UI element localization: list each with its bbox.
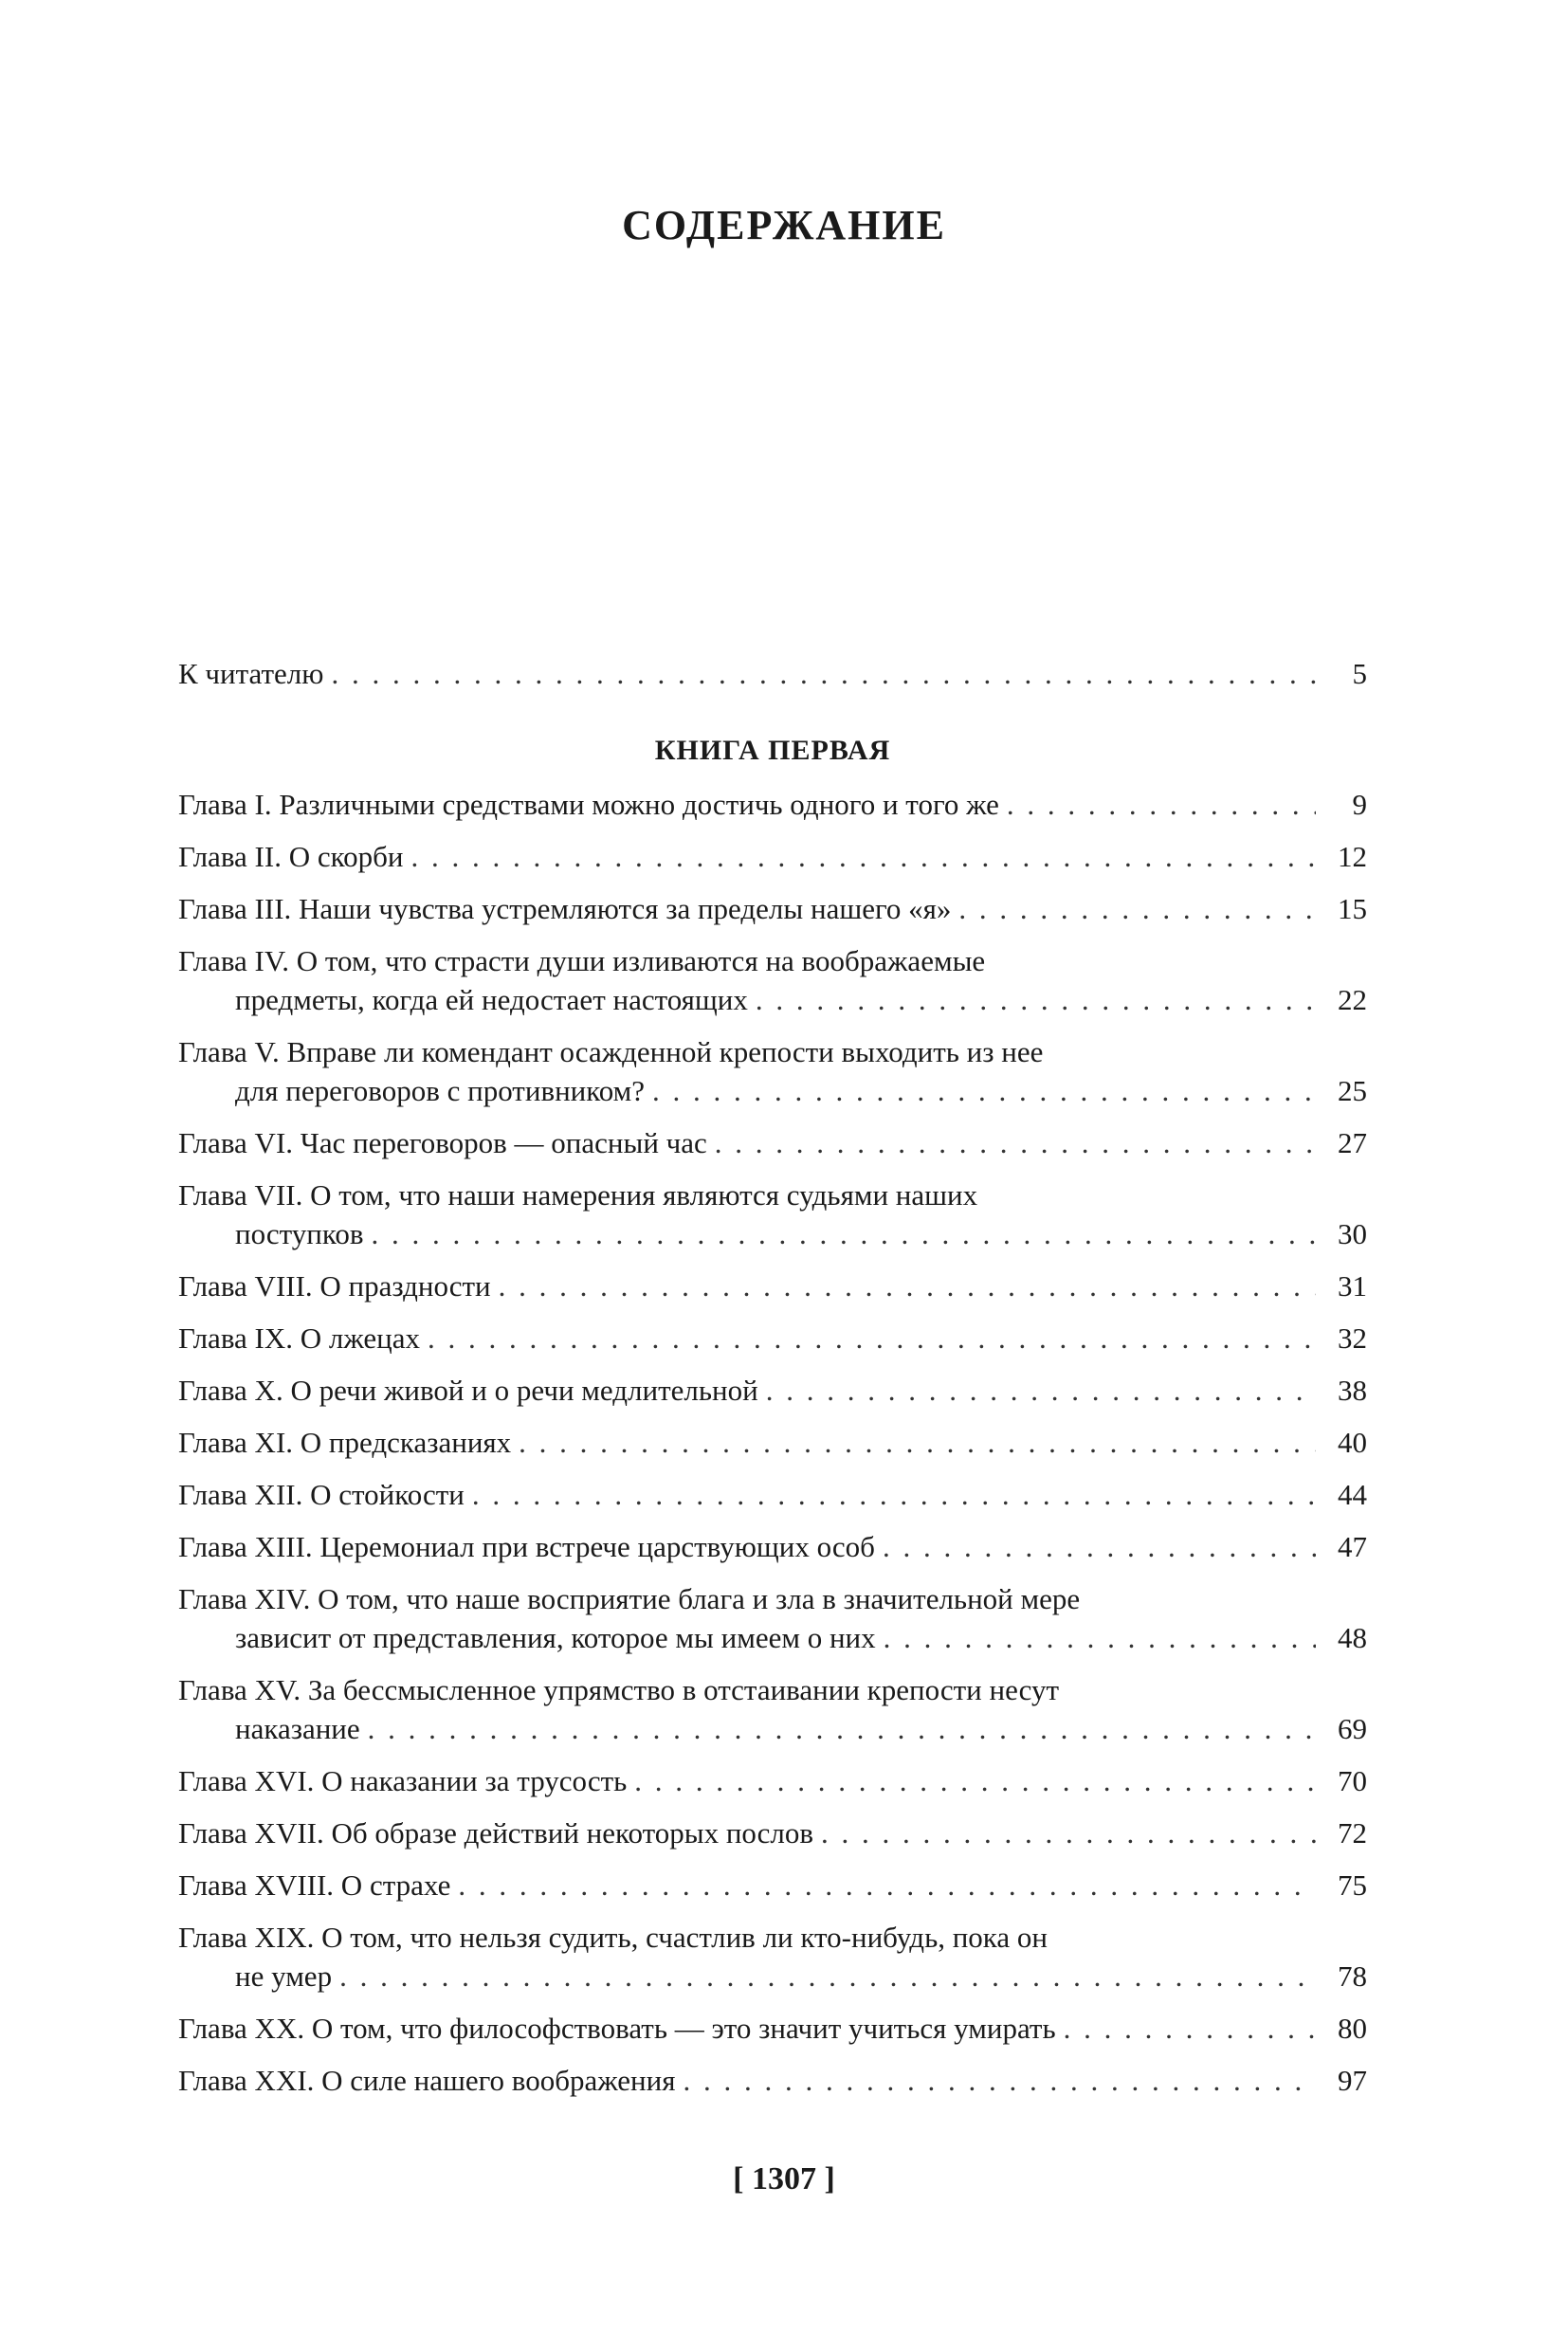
toc-entry-text: Глава XXI. О силе нашего воображения [178, 2064, 676, 2097]
toc-entry-text: Глава X. О речи живой и о речи медлительной [178, 1374, 758, 1407]
toc-entry [178, 837, 1367, 876]
page-number-footer: [ 1307 ] [733, 2161, 835, 2196]
leader-dots [766, 1371, 1316, 1410]
toc-entry-text: Глава V. Вправе ли комендант осажденной крепости выходить из нее [178, 1035, 1044, 1068]
toc-entry-text: Глава XII. О стойкости [178, 1478, 465, 1511]
toc-entry-text: зависит от представления, которое мы имеем о них [235, 1621, 876, 1654]
leader-dots [958, 889, 1316, 928]
toc-page-number: 27 [1338, 1126, 1367, 1159]
toc-page-number: 22 [1338, 983, 1367, 1016]
leader-dots [715, 1123, 1316, 1162]
leader-dots [472, 1475, 1316, 1514]
toc-entry-preface [178, 654, 1367, 693]
toc-entry [178, 1918, 1367, 1996]
page-title: СОДЕРЖАНИЕ [622, 202, 946, 248]
toc-entry-text: наказание [235, 1712, 360, 1745]
toc-entry [178, 1813, 1367, 1852]
toc-entry-text: Глава I. Различными средствами можно достичь одного и того же [178, 788, 999, 821]
leader-dots [821, 1813, 1316, 1852]
toc-entry [178, 941, 1367, 1019]
toc-page-number: 48 [1338, 1621, 1367, 1654]
toc-page-number: 32 [1338, 1321, 1367, 1355]
toc-entry-text: Глава VI. Час переговоров — опасный час [178, 1126, 707, 1159]
toc-entry-text: Глава VII. О том, что наши намерения являются судьями наших [178, 1178, 978, 1212]
toc-entry [178, 889, 1367, 928]
leader-dots [883, 1527, 1316, 1566]
toc-page-number: 78 [1338, 1959, 1367, 1993]
toc-page-number: 40 [1338, 1426, 1367, 1459]
toc-entry-text: предметы, когда ей недостает настоящих [235, 983, 748, 1016]
toc-entry [178, 1032, 1367, 1110]
leader-dots [371, 1214, 1316, 1253]
toc-page-number: 44 [1338, 1478, 1367, 1511]
toc-entry-text: Глава XIX. О том, что нельзя судить, счастлив ли кто-нибудь, пока он [178, 1921, 1048, 1954]
toc-page-number: 80 [1338, 2012, 1367, 2045]
leader-dots [683, 2061, 1316, 2100]
leader-dots [368, 1709, 1316, 1748]
toc-page-number: 5 [1352, 657, 1367, 690]
toc-page-number: 70 [1338, 1764, 1367, 1797]
toc-entry [178, 2061, 1367, 2100]
toc-entry [178, 1319, 1367, 1358]
toc-entry-text: Глава XX. О том, что философствовать — это значит учиться умирать [178, 2012, 1056, 2045]
toc-entry [178, 1670, 1367, 1748]
toc-page-number: 69 [1338, 1712, 1367, 1745]
toc-page-number: 47 [1338, 1530, 1367, 1563]
toc-entry-text: Глава XIV. О том, что наше восприятие блага и зла в значительной мере [178, 1582, 1081, 1615]
toc-entry-text: К читателю [178, 657, 324, 690]
leader-dots [410, 837, 1316, 876]
toc-entry [178, 1371, 1367, 1410]
toc-entry [178, 2009, 1367, 2048]
toc-page-number: 38 [1338, 1374, 1367, 1407]
toc-entry [178, 1761, 1367, 1800]
toc-entry [178, 1866, 1367, 1904]
toc-entry [178, 1267, 1367, 1305]
toc-entry [178, 785, 1367, 824]
toc-page-number: 25 [1338, 1074, 1367, 1107]
table-of-contents [178, 654, 1367, 2100]
toc-entry-text: Глава XVIII. О страхе [178, 1868, 451, 1902]
toc-entry-text: Глава II. О скорби [178, 840, 404, 873]
toc-page-number: 12 [1338, 840, 1367, 873]
leader-dots [331, 654, 1316, 693]
toc-entry-text: не умер [235, 1959, 333, 1993]
toc-entry [178, 1579, 1367, 1657]
toc-page-number: 72 [1338, 1816, 1367, 1850]
toc-page-number: 31 [1338, 1269, 1367, 1303]
leader-dots [756, 980, 1316, 1019]
toc-page-number: 9 [1352, 788, 1367, 821]
toc-page-number: 15 [1338, 892, 1367, 925]
toc-entry-text: Глава IV. О том, что страсти души изливаются на воображаемые [178, 944, 986, 977]
leader-dots [1007, 785, 1316, 824]
toc-page-number: 97 [1338, 2064, 1367, 2097]
toc-entry-text: Глава VIII. О праздности [178, 1269, 491, 1303]
leader-dots [884, 1618, 1316, 1657]
toc-entry-text: Глава XI. О предсказаниях [178, 1426, 512, 1459]
leader-dots [339, 1957, 1316, 1996]
toc-entry [178, 1423, 1367, 1462]
leader-dots [652, 1071, 1316, 1110]
toc-entry-text: Глава IX. О лжецах [178, 1321, 420, 1355]
toc-page-number: 30 [1338, 1217, 1367, 1250]
toc-entry-text: Глава XIII. Церемониал при встрече царствующих особ [178, 1530, 875, 1563]
toc-entry-text: Глава XVII. Об образе действий некоторых послов [178, 1816, 814, 1850]
toc-entry-text: Глава XV. За бессмысленное упрямство в отстаивании крепости несут [178, 1673, 1060, 1706]
toc-entries [178, 785, 1367, 2100]
toc-entry [178, 1176, 1367, 1253]
leader-dots [519, 1423, 1316, 1462]
toc-entry-text: Глава III. Наши чувства устремляются за пределы нашего «я» [178, 892, 952, 925]
leader-dots [428, 1319, 1316, 1358]
leader-dots [1064, 2009, 1316, 2048]
toc-entry [178, 1123, 1367, 1162]
toc-entry [178, 1475, 1367, 1514]
toc-entry [178, 1527, 1367, 1566]
toc-page-number: 75 [1338, 1868, 1367, 1902]
toc-entry-text: поступков [235, 1217, 364, 1250]
leader-dots [499, 1267, 1316, 1305]
section-heading: КНИГА ПЕРВАЯ [654, 735, 891, 766]
toc-entry-text: для переговоров с противником? [235, 1074, 646, 1107]
toc-entry-text: Глава XVI. О наказании за трусость [178, 1764, 628, 1797]
leader-dots [458, 1866, 1316, 1904]
leader-dots [634, 1761, 1316, 1800]
